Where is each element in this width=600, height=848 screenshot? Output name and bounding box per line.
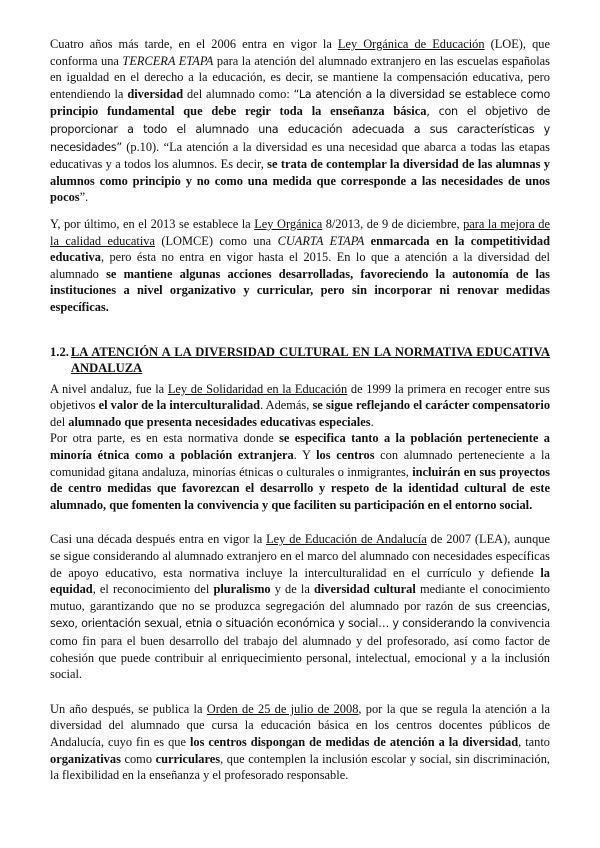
paragraph-ley-solidaridad: A nivel andaluz, fue la Ley de Solidaridad en la Educación de 1999 la primera en recoger entre sus objetivos el valor de la interculturalidad. Además, se sigue reflejando el carácter compensatorio del alumnado que presenta necesidades educativas especiales.: [50, 381, 551, 429]
paragraph-lomce: Y, por último, en el 2013 se establece la Ley Orgánica 8/2013, de 9 de diciembre, para la mejora de la calidad educativa (LOMCE) como una CUARTA ETAPA enmarcada en la competitividad educativa, pero ésta no entra en vigor hasta el 2015. En lo que a atención a la diversidad del alumnado se mantiene algunas acciones desarrolladas, favoreciendo la autonomía de las instituciones a nivel organizativo y curricular, pero sin incorporar ni renovar medidas específicas.: [50, 216, 550, 314]
section-number: 1.2.: [50, 344, 69, 359]
paragraph-orden-2008: Un año después, se publica la Orden de 25 de julio de 2008, por la que se regula la atención a la diversidad del alumnado que cursa la educación básica en los centros docentes públicos de Andalucía, cuyo fin es que los centros dispongan de medidas de atención a la diversidad, tanto organizativas como curriculares, que contemplen la inclusión escolar y social, sin discriminación, la flexibilidad en la enseñanza y el profesorado responsable.: [50, 701, 550, 783]
link-loe[interactable]: Ley Orgánica de Educación: [337, 37, 485, 51]
section-heading: [50, 344, 550, 377]
link-lea[interactable]: Ley de Educación de Andalucía: [266, 532, 427, 547]
link-ley-organica[interactable]: Ley Orgánica: [254, 216, 323, 231]
paragraph-minorias: Por otra parte, es en esta normativa donde se especifica tanto a la población perteneciente a minoría étnica como a población extranjera. Y los centros con alumnado perteneciente a la comunidad gitana andaluza, minorías étnicas o culturales o inmigrantes, incluirán en sus proyectos de centro medidas que favorezcan el desarrollo y respeto de la identidad cultural de este alumnado, que fomenten la convivencia y que faciliten su participación en el entorno social.: [50, 431, 550, 512]
section-title: LA ATENCIÓN A LA DIVERSIDAD CULTURAL EN LA NORMATIVA EDUCATIVA ANDALUZA: [70, 344, 550, 376]
link-ley-solidaridad[interactable]: Ley de Solidaridad en la Educación: [167, 381, 348, 396]
paragraph-lea: Casi una década después entra en vigor la Ley de Educación de Andalucía de 2007 (LEA), aunque se sigue considerando al alumnado extranjero en el marco del alumnado con necesidades específicas de apoyo educativo, esta normativa incluye la interculturalidad en el currículo y defiende la equidad, el reconocimiento del pluralismo y de la diversidad cultural mediante el conocimiento mutuo, garantizando que no se produzca segregación del alumnado por razón de sus creencias, sexo, orientación sexual, etnia o situación económica y social… y considerando la convivencia como fin para el buen desarrollo del trabajo del alumnado y del profesorado, así como factor de cohesión que puede contribuir al enriquecimiento personal, intelectual, emocional y a la inclusión social.: [50, 532, 550, 682]
link-mejora-calidad[interactable]: para la mejora de la calidad educativa: [50, 216, 550, 248]
paragraph-loe: Cuatro años más tarde, en el 2006 entra en vigor la Ley Orgánica de Educación (LOE), que conforma una TERCERA ETAPA para la atención del alumnado extranjero en las escuelas españolas en igualdad en el derecho a la educación, es decir, se mantiene la compensación educativa, pero entendiendo la diversidad del alumnado como: “La atención a la diversidad se establece como principio fundamental que debe regir toda la enseñanza básica, con el objetivo de proporcionar a todo el alumnado una educación adecuada a sus características y necesidades” (p.10). “La atención a la diversidad es una necesidad que abarca a todas las etapas educativas y a todos los alumnos. Es decir, se trata de contemplar la diversidad de las alumnas y alumnos como principio y no como una medida que corresponde a las necesidades de unos pocos”.: [50, 37, 551, 205]
link-orden-2008[interactable]: Orden de 25 de julio de 2008: [206, 701, 359, 716]
